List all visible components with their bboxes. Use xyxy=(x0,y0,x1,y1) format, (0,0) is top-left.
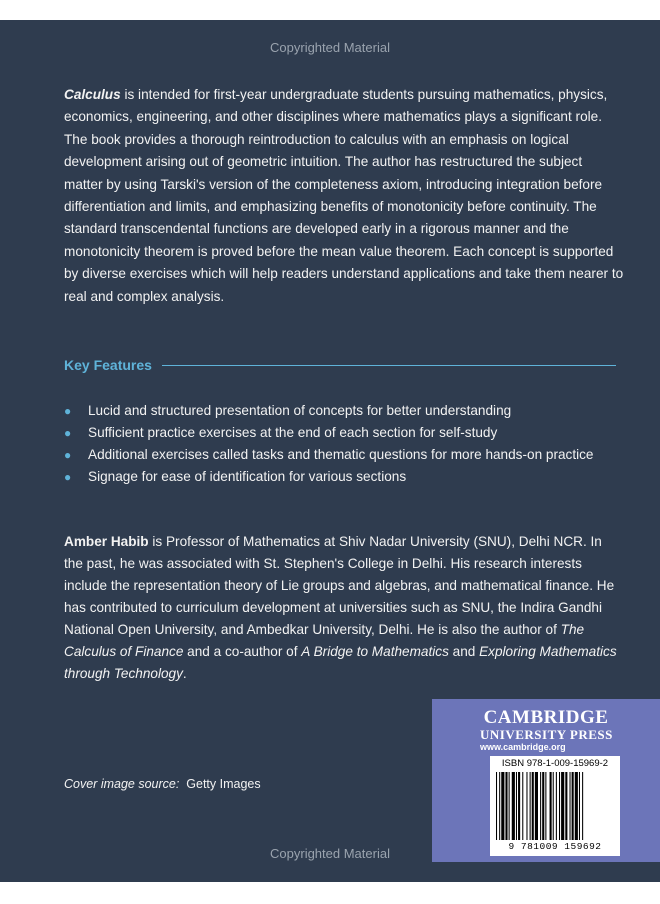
barcode-icon xyxy=(496,772,614,840)
book-ref-3: Exploring Mathematics through Technology xyxy=(64,644,617,681)
watermark-top: Copyrighted Material xyxy=(270,40,390,55)
book-ref-2: A Bridge to Mathematics xyxy=(301,644,449,659)
feature-item: ● Sufficient practice exercises at the end of each section for self-study xyxy=(64,422,624,444)
publisher-url: www.cambridge.org xyxy=(480,742,566,752)
cover-source-value: Getty Images xyxy=(186,777,261,791)
cover-source-label: Cover image source: xyxy=(64,777,180,791)
key-features-list xyxy=(64,400,624,488)
bullet-icon: ● xyxy=(64,426,72,440)
bullet-icon: ● xyxy=(64,404,72,418)
book-title-word: Calculus xyxy=(64,87,121,102)
isbn-text: ISBN 978-1-009-15969-2 xyxy=(501,758,609,769)
key-features-rule xyxy=(162,365,616,366)
book-ref-1: The Calculus of Finance xyxy=(64,622,585,659)
author-name: Amber Habib xyxy=(64,534,149,549)
publisher-subtitle: UNIVERSITY PRESS xyxy=(480,727,613,742)
bullet-icon: ● xyxy=(64,470,72,484)
publisher-name: CAMBRIDGE xyxy=(483,707,609,728)
description-text: is intended for first-year undergraduate students pursuing mathematics, physics, economics, engineering, and other disciplines where mathematics plays a significant role. The book provides a thorough reintroduction to calculus with an emphasis on logical development arising out of geometric intuition. The author has restructured the subject matter by using Tarski's version of the completeness axiom, introducing integration before differentiation and limits, and emphasizing benefits of monotonicity before continuity. The standard transcendental functions are developed early in a rigorous manner and the monotonicity theorem is proved before the mean value theorem. Each concept is supported by diverse exercises which will help readers understand applications and take them nearer to real and complex analysis. xyxy=(64,87,624,304)
watermark-bottom: Copyrighted Material xyxy=(270,846,390,861)
feature-item: ● Signage for ease of identification for various sections xyxy=(64,466,624,488)
author-bio: Amber Habib is Professor of Mathematics at Shiv Nadar University (SNU), Delhi NCR. In the past, he was associated with St. Stephen's College in Delhi. His research interests include the representation theory of Lie groups and algebras, and mathematical finance. He has contributed to curriculum development at universities such as SNU, the Indira Gandhi National Open University, and Ambedkar University, Delhi. He is also the author of The Calculus of Finance and a co-author of A Bridge to Mathematics and Exploring Mathematics through Technology. xyxy=(64,534,617,681)
feature-item: ● Additional exercises called tasks and thematic questions for more hands-on practice xyxy=(64,444,624,466)
key-features-title: Key Features xyxy=(64,357,152,373)
barcode-digits: 9 781009 159692 xyxy=(508,841,602,852)
feature-item: ● Lucid and structured presentation of concepts for better understanding xyxy=(64,400,624,422)
book-description xyxy=(64,84,624,308)
bullet-icon: ● xyxy=(64,448,72,462)
cover-image-source xyxy=(64,777,261,791)
barcode-panel xyxy=(490,756,620,856)
key-features-header xyxy=(64,355,616,375)
